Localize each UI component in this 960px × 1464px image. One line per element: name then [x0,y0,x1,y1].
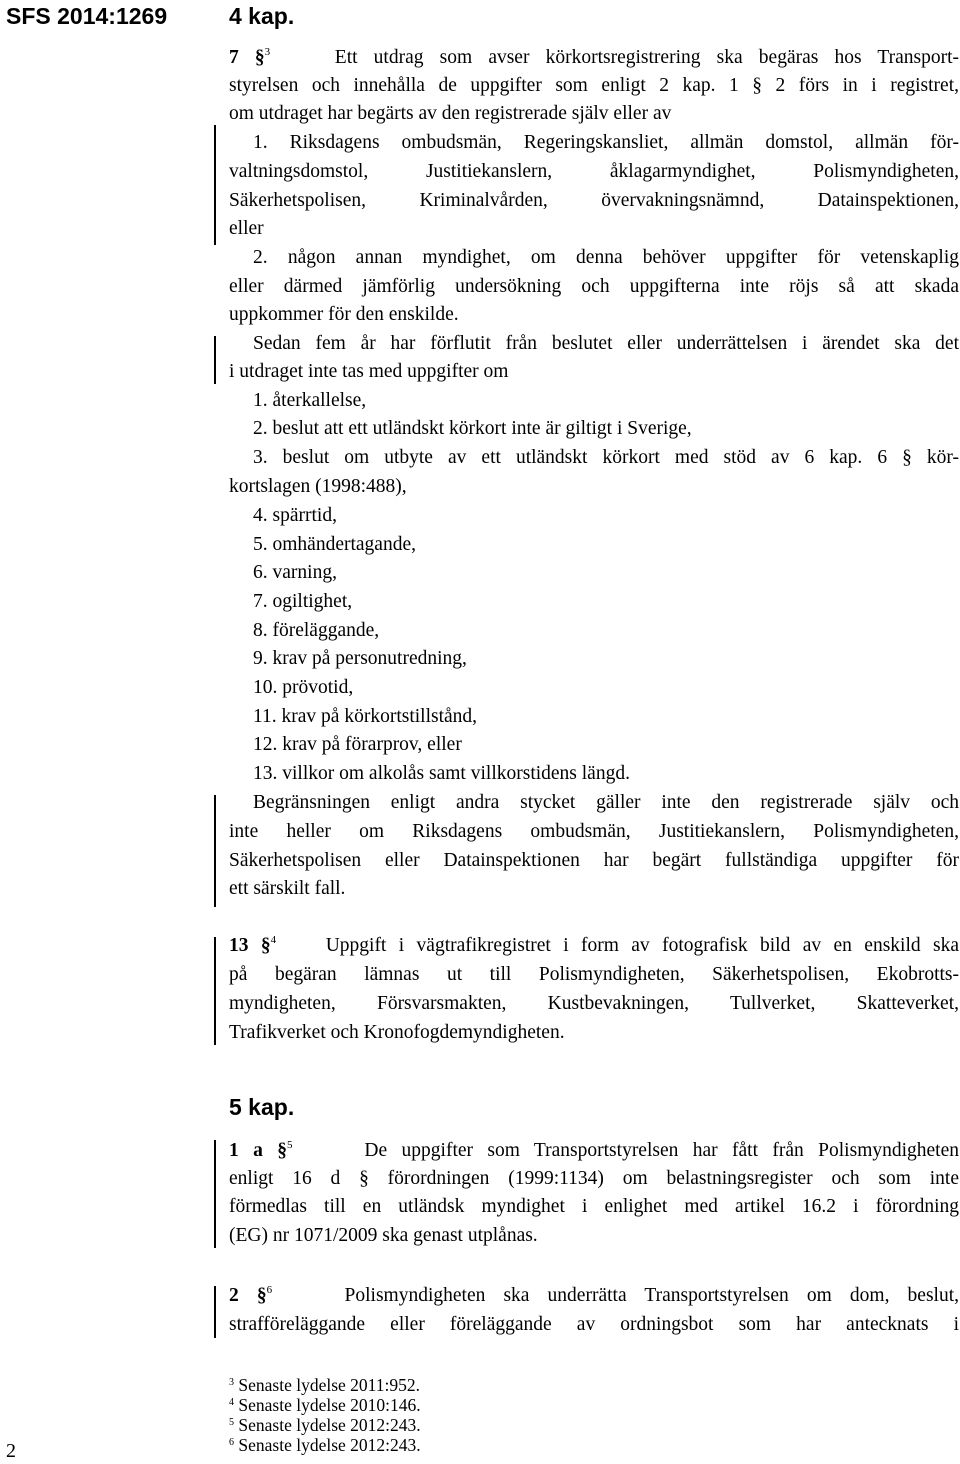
change-bar [214,125,216,245]
change-bar [214,1140,216,1248]
footnote-ref-4: 4 [270,934,277,946]
paragraph-2-line-2: i utdraget inte tas med uppgifter om [229,361,509,382]
list-item: 8. föreläggande, [253,620,380,641]
section-13-line-4: Trafikverket och Kronofogdemyndigheten. [229,1022,565,1043]
section-13-line-3: myndigheten, Försvarsmakten, Kustbevakningen, Tullverket, Skatteverket, [229,993,959,1014]
point-1-line-1: 1. Riksdagens ombudsmän, Regeringskansliet, allmän domstol, allmän för- [253,132,959,153]
section-13-text: Uppgift i vägtrafikregistret i form av fotografisk bild av en enskild ska [325,935,960,956]
point-2-line-3: uppkommer för den enskilde. [229,304,459,325]
change-bar [214,795,216,907]
footnote-marker: 4 [229,1397,234,1408]
section-1a-line-3: förmedlas till en utländsk myndighet i enlighet med artikel 16.2 i förordning [229,1196,959,1217]
footnote-text: Senaste lydelse 2012:243. [238,1415,421,1435]
section-2-line-2: strafföreläggande eller föreläggande av ordningsbot som har antecknats i [229,1314,959,1335]
point-1-line-3: Säkerhetspolisen, Kriminalvården, övervakningsnämnd, Datainspektionen, [229,190,959,211]
change-bar [214,1286,216,1338]
list-item: 12. krav på förarprov, eller [253,734,462,755]
section-7-line-3: om utdraget har begärts av den registrerade själv eller av [229,103,672,124]
point-2-line-1: 2. någon annan myndighet, om denna behöver uppgifter för vetenskaplig [253,247,959,268]
change-bar [214,937,216,1045]
paragraph-3-line-1: Begränsningen enligt andra stycket gäller inte den registrerade själv och [253,792,959,813]
section-2-text: Polismyndigheten ska underrätta Transportstyrelsen om dom, beslut, [344,1285,960,1306]
point-2-line-2: eller därmed jämförlig undersökning och uppgifterna inte röjs så att skada [229,276,959,297]
section-7-text: Ett utdrag som avser körkortsregistrering ska begäras hos Transport- [334,47,960,68]
sfs-number: SFS 2014:1269 [6,3,168,29]
page-number: 2 [6,1440,16,1462]
footnote [229,1416,421,1435]
list-item: 10. prövotid, [253,677,354,698]
section-7-number: 7 § [229,47,265,68]
point-1-line-4: eller [229,218,264,239]
paragraph-2-line-1: Sedan fem år har förflutit från beslutet eller underrättelsen i ärendet ska det [253,333,959,354]
footnote-ref-6: 6 [266,1284,273,1296]
section-1a-line-2: enligt 16 d § förordningen (1999:1134) om belastningsregister och som inte [229,1168,959,1189]
list-item: 5. omhändertagande, [253,534,416,555]
footnote-marker: 5 [229,1417,234,1428]
chapter-4-heading: 4 kap. [229,3,295,29]
footnote [229,1376,420,1395]
footnote [229,1436,421,1455]
list-item: 4. spärrtid, [253,505,337,526]
section-13-number: 13 § [229,935,271,956]
point-1-line-2: valtningsdomstol, Justitiekanslern, åklagarmyndighet, Polismyndigheten, [229,161,959,182]
section-13-line-1 [229,931,959,960]
paragraph-3-line-3: Säkerhetspolisen eller Datainspektionen har begärt fullständiga uppgifter för [229,850,959,871]
list-item: 2. beslut att ett utländskt körkort inte är giltigt i Sverige, [253,418,692,439]
chapter-5-heading: 5 kap. [229,1094,295,1120]
footnote-text: Senaste lydelse 2010:146. [238,1395,421,1415]
section-2-number: 2 § [229,1285,267,1306]
paragraph-3-line-2: inte heller om Riksdagens ombudsmän, Justitiekanslern, Polismyndigheten, [229,821,959,842]
section-1a-number: 1 a § [229,1140,288,1161]
list-item: 9. krav på personutredning, [253,648,467,669]
footnote-ref-5: 5 [287,1139,293,1151]
list-item: 13. villkor om alkolås samt villkorstidens längd. [253,763,630,784]
section-1a-line-1 [229,1136,959,1165]
list-item: 3. beslut om utbyte av ett utländskt körkort med stöd av 6 kap. 6 § kör- [253,447,959,468]
list-item: 11. krav på körkortstillstånd, [253,706,478,727]
list-item: 7. ogiltighet, [253,591,353,612]
list-item: 1. återkallelse, [253,390,367,411]
footnote [229,1396,421,1415]
list-item: 6. varning, [253,562,337,583]
section-1a-line-4: (EG) nr 1071/2009 ska genast utplånas. [229,1225,538,1246]
footnote-ref-3: 3 [264,46,271,58]
section-13-line-2: på begäran lämnas ut till Polismyndigheten, Säkerhetspolisen, Ekobrotts- [229,964,959,985]
footnote-marker: 6 [229,1437,234,1448]
section-7-line-2: styrelsen och innehålla de uppgifter som enligt 2 kap. 1 § 2 förs in i registret, [229,75,959,96]
footnote-text: Senaste lydelse 2012:243. [238,1435,421,1455]
footnote-text: Senaste lydelse 2011:952. [238,1375,420,1395]
footnote-marker: 3 [229,1377,234,1388]
paragraph-3-line-4: ett särskilt fall. [229,878,346,899]
change-bar [214,336,216,384]
list-item-continuation: kortslagen (1998:488), [229,476,407,497]
section-7-line-1 [229,43,959,72]
section-2-line-1 [229,1281,959,1310]
section-1a-text: De uppgifter som Transportstyrelsen har fått från Polismyndigheten [364,1140,960,1161]
